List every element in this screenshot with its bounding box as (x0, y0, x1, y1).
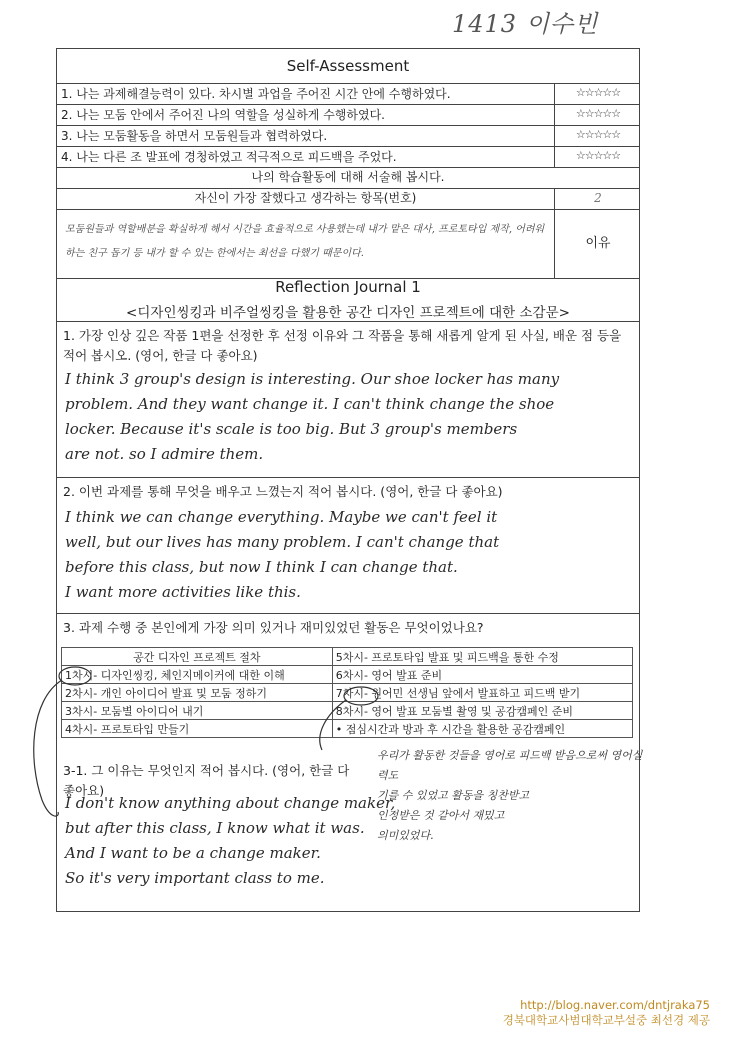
step-cell: 8차시- 영어 발표 모둠별 촬영 및 공감캠페인 준비 (332, 702, 632, 720)
side-note-line: 기를 수 있었고 활동을 칭찬받고 (377, 789, 530, 802)
answer-line: I don't know anything about change maker, (65, 794, 396, 812)
answer-line: I want more activities like this. (65, 583, 301, 601)
star-rating: ☆☆☆☆☆ (554, 104, 641, 125)
answer-line: And I want to be a change maker. (65, 844, 321, 862)
assessment-text: 3. 나는 모둠활동을 하면서 모둠원들과 협력하였다. (61, 129, 328, 143)
question-3: 3. 과제 수행 중 본인에게 가장 의미 있거나 재미있었던 활동은 무엇이었나요? (63, 620, 484, 635)
footer-credit (503, 998, 710, 1028)
star-rating: ☆☆☆☆☆ (554, 125, 641, 146)
question-3-1: 3-1. 그 이유는 무엇인지 적어 봅시다. (영어, 한글 다 좋아요) (63, 763, 350, 798)
footer-url[interactable]: http://blog.naver.com/dntjraka75 (520, 998, 710, 1012)
best-item-label: 자신이 가장 잘했다고 생각하는 항목(번호) (194, 191, 417, 205)
describe-prompt: 나의 학습활동에 대해 서술해 봅시다. (57, 167, 639, 189)
question-2: 2. 이번 과제를 통해 무엇을 배우고 느꼈는지 적어 봅시다. (영어, 한글 다 좋아요) (63, 484, 503, 499)
student-handwritten-name: 1413 이수빈 (452, 10, 599, 38)
step-cell: 1차시- 디자인씽킹, 체인지메이커에 대한 이해 (62, 666, 333, 684)
reflection-title: Reflection Journal 1 (275, 278, 421, 296)
step-cell: 7차시- 원어민 선생님 앞에서 발표하고 피드백 받기 (332, 684, 632, 702)
answer-line: but after this class, I know what it was. (65, 819, 365, 837)
circle-mark-step-7 (344, 687, 378, 705)
reason-label: 이유 (554, 210, 641, 278)
answer-line: well, but our lives has many problem. I can't change that (65, 533, 500, 551)
step-cell: • 점심시간과 방과 후 시간을 활용한 공감캠페인 (332, 720, 632, 738)
assessment-text: 4. 나는 다른 조 발표에 경청하였고 적극적으로 피드백을 주었다. (61, 150, 397, 164)
side-note-line: 의미있었다. (377, 829, 434, 842)
star-rating: ☆☆☆☆☆ (554, 146, 641, 167)
side-note-line: 인정받은 것 같아서 재밌고 (377, 809, 505, 822)
steps-header: 공간 디자인 프로젝트 절차 (62, 648, 333, 666)
circle-mark-step-1 (59, 667, 91, 685)
star-rating: ☆☆☆☆☆ (554, 83, 641, 104)
arrow-line-left (34, 680, 62, 816)
answer-line: I think we can change everything. Maybe we can't feel it (65, 508, 498, 526)
answer-line: before this class, but now I think I can change that. (65, 558, 458, 576)
step-cell: 4차시- 프로토타입 만들기 (62, 720, 333, 738)
reason-handwriting: 모둠원들과 역할배분을 확실하게 해서 시간을 효율적으로 사용했는데 내가 맡은 대사, 프로토타입 제작, 어려워하는 친구 돕기 등 내가 할 수 있는 한에서는 최선을 다했기 때문이다. (65, 224, 545, 259)
answer-line: problem. And they want change it. I can't think change the shoe (65, 395, 555, 413)
reflection-subtitle: <디자인씽킹과 비주얼씽킹을 활용한 공간 디자인 프로젝트에 대한 소감문> (126, 305, 570, 321)
footer-credit-text: 경북대학교사범대학교부설중 최선경 제공 (502, 1013, 710, 1027)
side-note-line: 우리가 활동한 것들을 영어로 피드백 받음으로써 영어실력도 (377, 749, 643, 782)
step-cell: 6차시- 영어 발표 준비 (332, 666, 632, 684)
arrow-line-right (320, 700, 346, 750)
best-item-value: 2 (554, 188, 641, 209)
self-assessment-title: Self-Assessment (57, 49, 639, 84)
assessment-text: 1. 나는 과제해결능력이 있다. 차시별 과업을 주어진 시간 안에 수행하였다. (61, 87, 451, 101)
answer-line: locker. Because it's scale is too big. But 3 group's members (65, 420, 518, 438)
step-cell: 5차시- 프로토타입 발표 및 피드백을 통한 수정 (332, 648, 632, 666)
assessment-text: 2. 나는 모둠 안에서 주어진 나의 역할을 성실하게 수행하였다. (61, 108, 385, 122)
answer-line: are not. so I admire them. (65, 445, 264, 463)
step-cell: 3차시- 모둠별 아이디어 내기 (62, 702, 333, 720)
answer-line: I think 3 group's design is interesting. Our shoe locker has many (65, 370, 560, 388)
question-1: 1. 가장 인상 깊은 작품 1편을 선정한 후 선정 이유와 그 작품을 통해 새롭게 알게 된 사실, 배운 점 등을 적어 봅시오. (영어, 한글 다 좋아요) (63, 328, 622, 363)
step-cell: 2차시- 개인 아이디어 발표 및 모둠 정하기 (62, 684, 333, 702)
answer-line: So it's very important class to me. (65, 869, 325, 887)
